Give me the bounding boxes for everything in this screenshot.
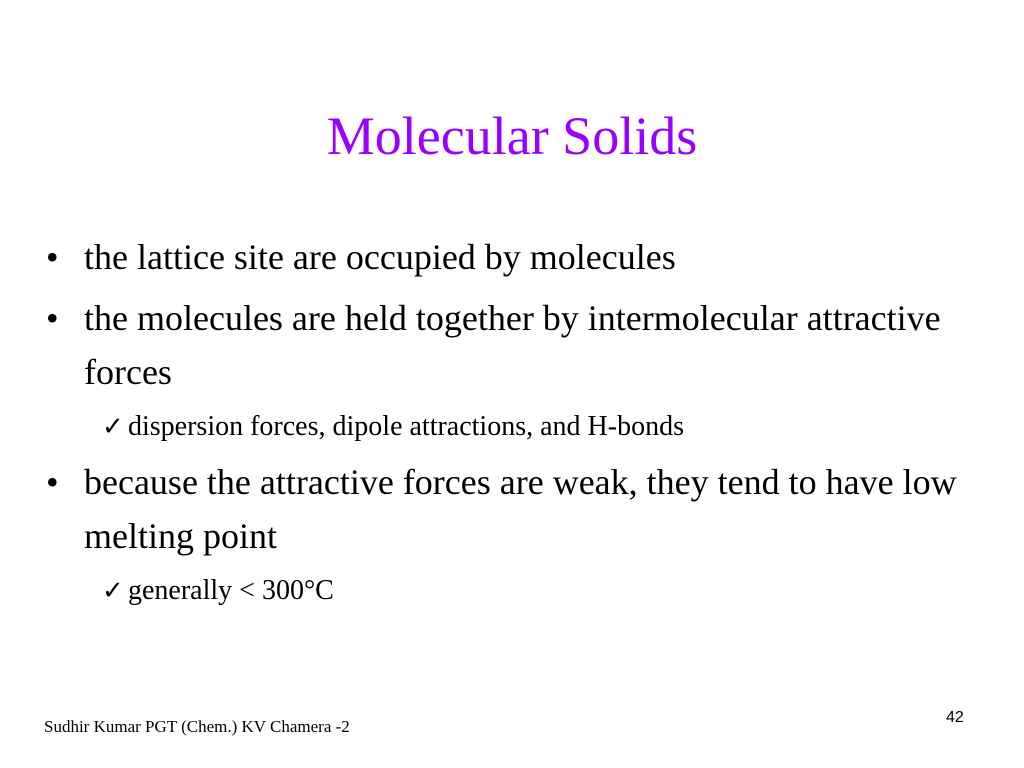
slide-title: Molecular Solids (326, 106, 698, 166)
bullet-item (40, 291, 990, 399)
bullet-icon: • (46, 298, 59, 338)
slide-body (40, 230, 990, 619)
sub-item-text: dispersion forces, dipole attractions, and H-bonds (128, 411, 684, 442)
bullet-text: the lattice site are occupied by molecules (84, 237, 676, 277)
sub-item (40, 407, 990, 447)
bullet-text: the molecules are held together by intermolecular attractive forces (84, 298, 941, 392)
bullet-text: because the attractive forces are weak, they tend to have low melting point (84, 462, 957, 556)
bullet-icon: • (46, 462, 59, 502)
sub-item-text: generally < 300°C (128, 575, 334, 606)
bullet-icon: • (46, 237, 59, 277)
footer-author: Sudhir Kumar PGT (Chem.) KV Chamera -2 (44, 717, 350, 736)
bullet-item (40, 230, 990, 284)
checkmark-icon: ✓ (102, 412, 124, 442)
bullet-item (40, 455, 990, 563)
checkmark-icon: ✓ (102, 576, 124, 606)
page-number: 42 (946, 709, 964, 726)
sub-item (40, 571, 990, 611)
